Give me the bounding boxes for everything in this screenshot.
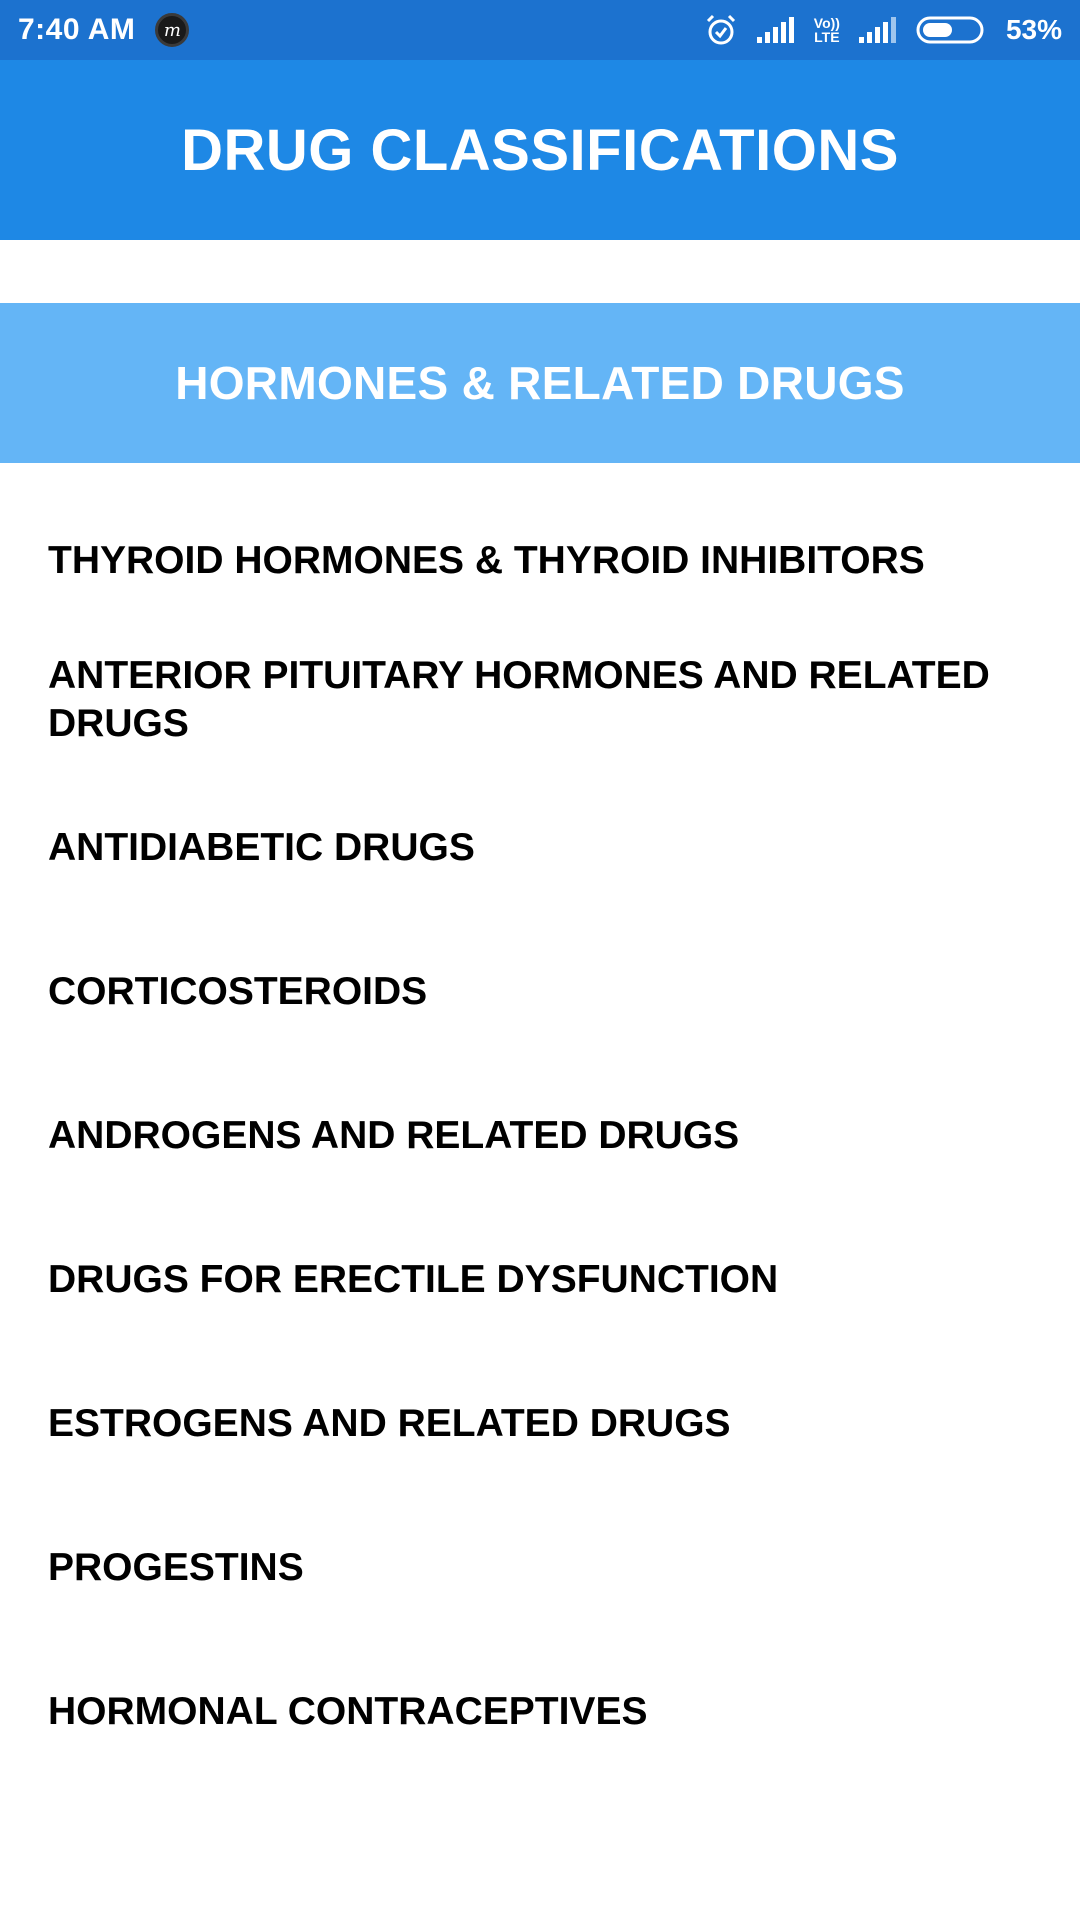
notification-app-icon: m [155, 13, 189, 47]
list-item-label: ANTERIOR PITUITARY HORMONES AND RELATED DRUGS [48, 654, 990, 745]
list-item-antidiabetic[interactable] [0, 776, 1080, 920]
list-item-hormonal-contraceptives[interactable] [0, 1640, 1080, 1784]
list-item-label: CORTICOSTEROIDS [48, 970, 428, 1013]
list-item-label: THYROID HORMONES & THYROID INHIBITORS [48, 538, 925, 582]
list-item-erectile-dysfunction[interactable] [0, 1208, 1080, 1352]
signal-strength-icon-2 [858, 15, 898, 45]
section-title: HORMONES & RELATED DRUGS [175, 357, 905, 409]
volte-label: Vo)) [813, 15, 840, 31]
list-item-label: PROGESTINS [48, 1546, 304, 1589]
status-bar [0, 0, 1080, 60]
list-item-thyroid[interactable] [0, 463, 1080, 658]
section-header [0, 303, 1080, 463]
list-item-label: DRUGS FOR ERECTILE DYSFUNCTION [48, 1258, 779, 1301]
app-bar [0, 60, 1080, 240]
list-item-androgens[interactable] [0, 1064, 1080, 1208]
lte-label: LTE [814, 29, 840, 45]
list-item-estrogens[interactable] [0, 1352, 1080, 1496]
list-item-label: HORMONAL CONTRACEPTIVES [48, 1690, 648, 1733]
drug-class-list [0, 463, 1080, 1784]
battery-percentage: 53% [1005, 14, 1062, 45]
battery-icon [916, 15, 988, 45]
status-time: 7:40 AM [18, 13, 136, 46]
status-icons [704, 13, 1062, 47]
volte-icon [814, 16, 840, 44]
list-item-progestins[interactable] [0, 1496, 1080, 1640]
list-item-anterior-pituitary[interactable] [0, 654, 1080, 776]
list-item-corticosteroids[interactable] [0, 920, 1080, 1064]
alarm-icon [704, 13, 738, 47]
signal-strength-icon [756, 15, 796, 45]
page-title: DRUG CLASSIFICATIONS [181, 117, 899, 183]
list-item-label: ANTIDIABETIC DRUGS [48, 826, 475, 869]
list-item-label: ANDROGENS AND RELATED DRUGS [48, 1114, 740, 1157]
list-item-label: ESTROGENS AND RELATED DRUGS [48, 1402, 731, 1445]
